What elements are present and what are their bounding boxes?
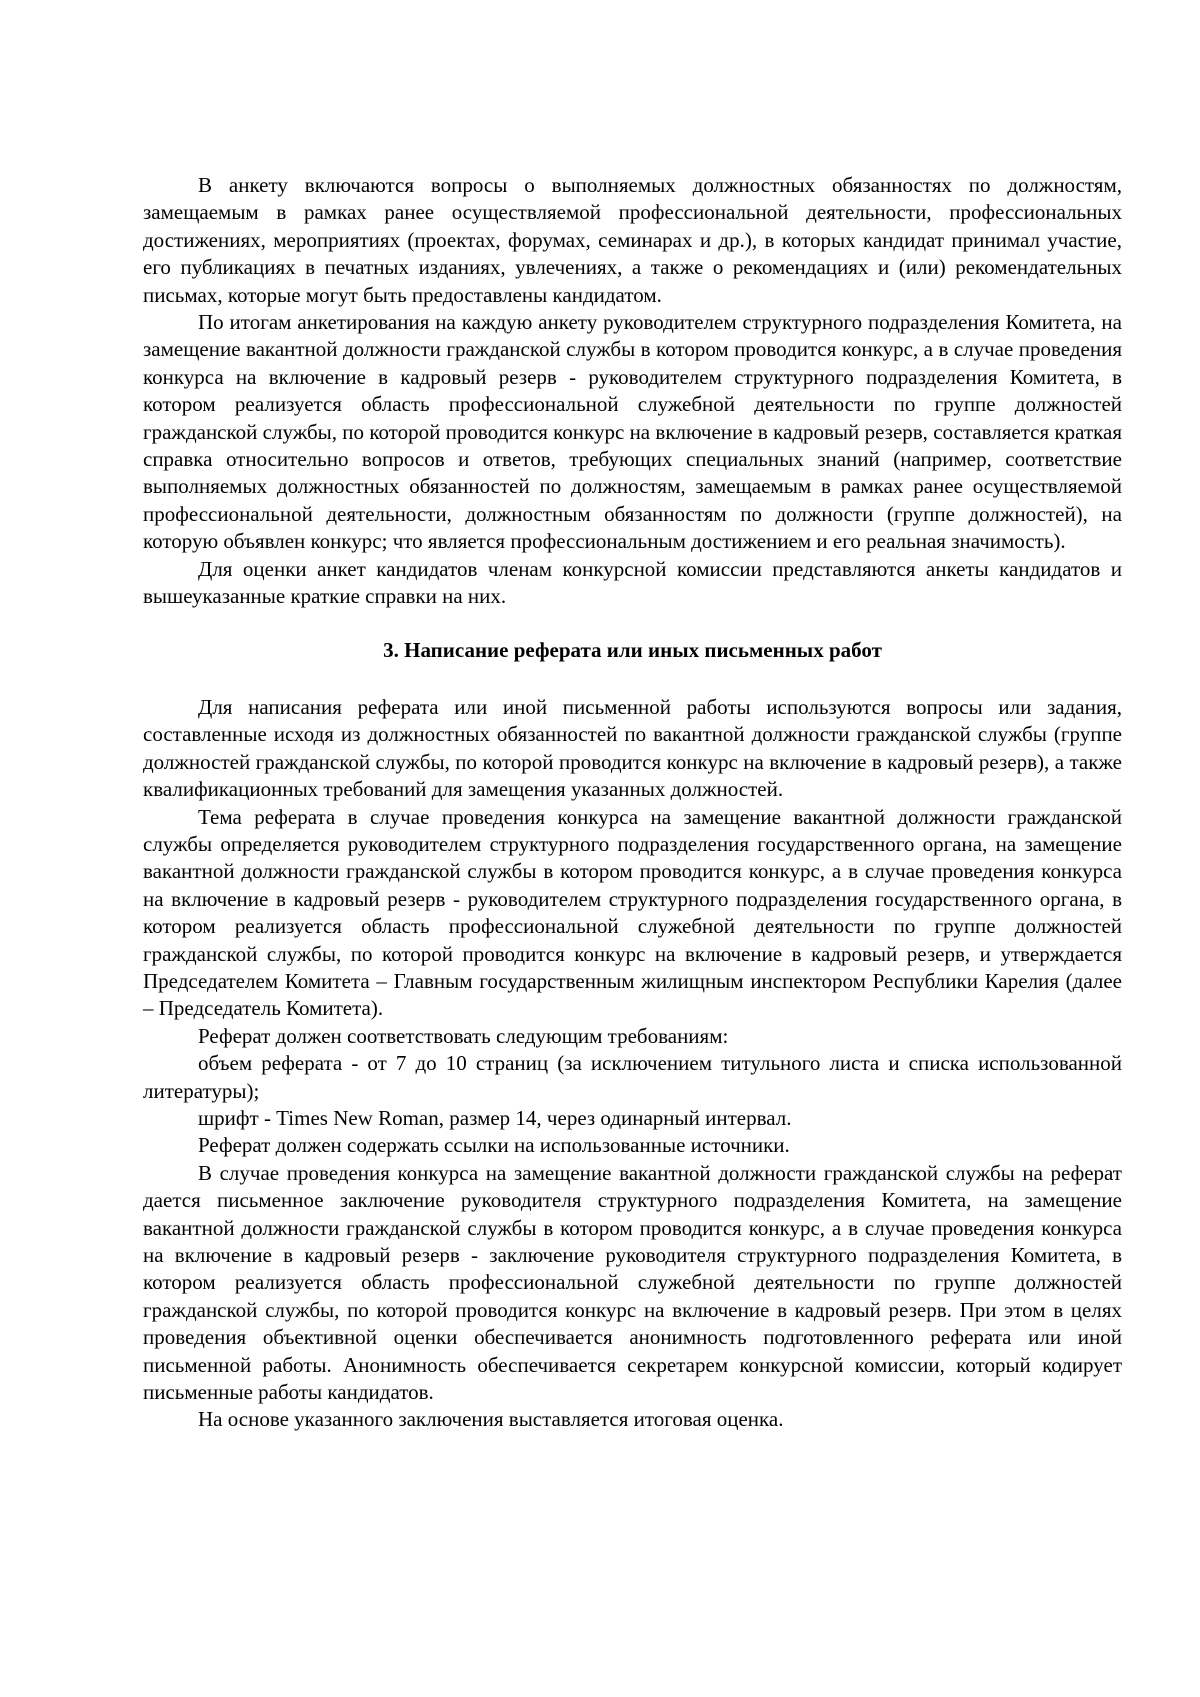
- paragraph-questionnaire-evaluation: Для оценки анкет кандидатов членам конкурсной комиссии представляются анкеты кандидатов и вышеуказанные краткие справки на них.: [143, 556, 1122, 609]
- paragraph-essay-conclusion: В случае проведения конкурса на замещение вакантной должности гражданской службы на реферат дается письменное заключение руководителя структурного подразделения Комитета, на замещение вакантной должности гражданской службы в котором проводится конкурс, а в случае проведения конкурса на включение в кадровый резерв - заключение руководителя структурного подразделения Комитета, в котором реализуется область профессиональной служебной деятельности по группе должностей гражданской службы, по которой проводится конкурс на включение в кадровый резерв. При этом в целях проведения объективной оценки обеспечивается анонимность подготовленного реферата или иной письменной работы. Анонимность обеспечивается секретарем конкурсной комиссии, который кодирует письменные работы кандидатов.: [143, 1160, 1122, 1405]
- paragraph-questionnaire-contents: В анкету включаются вопросы о выполняемых должностных обязанностях по должностям, замещаемым в рамках ранее осуществляемой профессиональной деятельности, профессиональных достижениях, мероприятиях (проектах, форумах, семинарах и др.), в которых кандидат принимал участие, его публикациях в печатных изданиях, увлечениях, а также о рекомендациях и (или) рекомендательных письмах, которые могут быть предоставлены кандидатом.: [143, 173, 1122, 307]
- paragraph-essay-volume: объем реферата - от 7 до 10 страниц (за исключением титульного листа и списка использованной литературы);: [143, 1051, 1122, 1103]
- paragraph-final-score: На основе указанного заключения выставляется итоговая оценка.: [198, 1407, 784, 1432]
- section-heading: 3. Написание реферата или иных письменных работ: [383, 637, 882, 662]
- paragraph-essay-font: шрифт - Times New Roman, размер 14, через одинарный интервал.: [198, 1106, 792, 1130]
- paragraph-essay-topic: Тема реферата в случае проведения конкурса на замещение вакантной должности гражданской службы определяется руководителем структурного подразделения государственного органа, на замещение вакантной должности гражданской службы в котором проводится конкурс, а в случае проведения конкурса на включение в кадровый резерв - руководителем структурного подразделения государственного органа, в котором реализуется область профессиональной служебной деятельности по группе должностей гражданской службы, по которой проводится конкурс на включение в кадровый резерв, и утверждается Председателем Комитета – Главным государственным жилищным инспектором Республики Карелия (далее – Председатель Комитета).: [143, 804, 1122, 1021]
- paragraph-essay-references: Реферат должен содержать ссылки на использованные источники.: [198, 1133, 790, 1158]
- paragraph-questionnaire-summary: По итогам анкетирования на каждую анкету руководителем структурного подразделения Комитета, на замещение вакантной должности гражданской службы в котором проводится конкурс, а в случае проведения конкурса на включение в кадровый резерв - руководителем структурного подразделения Комитета, в котором реализуется область профессиональной служебной деятельности по группе должностей гражданской службы, по которой проводится конкурс на включение в кадровый резерв, составляется краткая справка относительно вопросов и ответов, требующих специальных знаний (например, соответствие выполняемых должностных обязанностей по должностям, замещаемым в рамках ранее осуществляемой профессиональной деятельности, должностным обязанностям по должности (группе должностей), на которую объявлен конкурс; что является профессиональным достижением и его реальная значимость).: [143, 310, 1122, 554]
- paragraph-essay-questions: Для написания реферата или иной письменной работы используются вопросы или задания, составленные исходя из должностных обязанностей по вакантной должности гражданской службы (группе должностей гражданской службы, по которой проводится конкурс на включение в кадровый резерв), а также квалификационных требований для замещения указанных должностей.: [143, 694, 1122, 802]
- paragraph-essay-requirements: Реферат должен соответствовать следующим требованиям:: [198, 1023, 729, 1048]
- document-body: [143, 172, 1122, 1434]
